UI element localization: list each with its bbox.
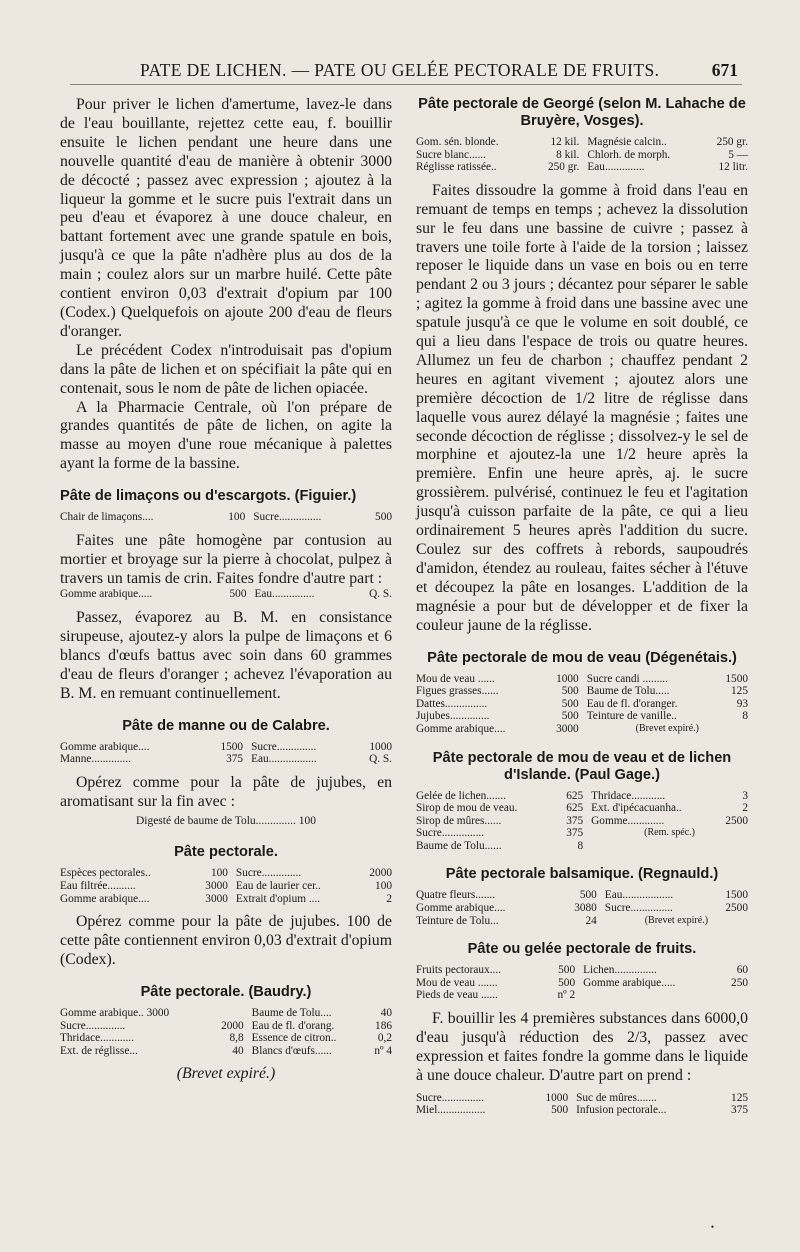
ingredient-name: Ext. de réglisse...	[60, 1044, 138, 1057]
ingredient-qty: 375	[731, 1104, 748, 1117]
ingredient-table	[60, 1007, 392, 1057]
ingredient-qty: 500	[561, 710, 579, 723]
ingredient-row	[416, 723, 748, 736]
ingredient-name: Sucre...............	[416, 1091, 485, 1104]
ingredient-qty: 125	[731, 1091, 748, 1104]
ingredient-qty: 1000	[545, 1091, 569, 1104]
ingredient-qty: 1000	[369, 740, 392, 753]
ingredient-qty: 1500	[725, 889, 748, 902]
section-heading: Pâte ou gelée pectorale de fruits.	[467, 941, 697, 958]
ingredient-qty: 100	[375, 880, 392, 893]
ingredient-name: Gomme arabique.. 3000	[60, 1006, 170, 1019]
ingredient-qty	[722, 989, 748, 1002]
ingredient-qty: 625	[566, 789, 584, 802]
paragraph: Pour priver le lichen d'amertume, lavez-le dans de l'eau bouillante, rejettez cette eau, f. bouillir ensuite le lichen pendant une heure dans une nouvelle quantité d'eau de manière à obtenir 3000 de décocté ; passez avec expression ; ajoutez à la liqueur la gomme et le sucre puis l'extrait dans un peu d'eau et évaporez à une douce chaleur, en battant fortement avec une grande spatule en bois, jusqu'à ce que la pâte n'adhère plus au dos de la main ; coulez alors sur un marbre huilé. Cette pâte contient environ 0,03 d'extrait d'opium par 100 (Codex.) Quelquefois on ajoute 200 d'eau de fleurs d'oranger.	[60, 96, 392, 340]
ingredient-qty: 2500	[725, 814, 748, 827]
ingredient-qty: 2000	[369, 867, 392, 880]
ingredient-name: Magnésie calcin..	[587, 136, 667, 148]
right-column	[416, 96, 748, 1125]
ingredient-qty: 250 gr.	[548, 161, 580, 174]
ingredient-qty: 40	[380, 1006, 392, 1019]
ingredient-row	[416, 964, 748, 977]
ingredient-name: Lichen...............	[583, 964, 657, 977]
ingredient-name: Eau de laurier cer..	[235, 880, 321, 893]
ingredient-qty: 2500	[725, 902, 748, 915]
ingredient-name: Sucre..............	[60, 1019, 126, 1032]
ingredient-qty: 3000	[556, 722, 579, 735]
ingredient-name: Teinture de Tolu...	[416, 914, 499, 927]
ingredient-qty: 500	[229, 588, 247, 601]
ingredient-qty: 93	[736, 697, 748, 710]
ingredient-qty: 8	[577, 839, 584, 852]
ingredient-name: Manne..............	[60, 753, 131, 766]
ingredient-qty: Q. S.	[369, 753, 392, 766]
ingredient-qty: Q. S.	[369, 588, 392, 601]
print-mark: •	[710, 1222, 714, 1232]
ingredient-row	[60, 893, 392, 906]
ingredient-qty: 500	[551, 1104, 569, 1117]
paragraph: Passez, évaporez au B. M. en consistance sirupeuse, ajoutez-y alors la pulpe de limaçons et 6 blancs d'œufs battus avec soin dans 60 grammes d'eau de fleurs d'oranger ; achevez l'évaporation au B. M. en remuant continuellement.	[60, 609, 392, 702]
ingredient-row	[416, 989, 748, 1002]
ingredient-name: (Brevet expiré.)	[635, 722, 699, 734]
ingredient-qty: 60	[736, 964, 748, 977]
ingredient-table	[416, 964, 748, 1002]
ingredient-qty: 24	[585, 914, 597, 927]
ingredient-name: Teinture de vanille..	[586, 710, 677, 723]
ingredient-row	[60, 753, 392, 766]
ingredient-qty	[717, 840, 748, 853]
ingredient-qty: 100	[228, 511, 246, 524]
ingredient-qty: 500	[558, 964, 576, 977]
ingredient-qty: 500	[579, 889, 597, 902]
ingredient-name: Ext. d'ipécacuanha..	[591, 802, 682, 815]
ingredient-name: Sucre..............	[235, 867, 302, 880]
ingredient-row	[60, 511, 392, 524]
ingredient-name: Quatre fleurs.......	[416, 889, 496, 902]
ingredient-name: Sucre candi .........	[586, 672, 668, 685]
ingredient-qty: 0,2	[377, 1032, 392, 1045]
ingredient-qty: 625	[566, 802, 584, 815]
ingredient-name: (Rem. spéc.)	[644, 827, 695, 839]
section-heading: Pâte pectorale de Georgé (selon M. Lahache de Bruyère, Vosges).	[418, 96, 746, 129]
ingredient-name: Sucre blanc......	[416, 148, 486, 161]
ingredient-qty: 3	[742, 789, 748, 802]
ingredient-name: Pieds de veau ......	[416, 989, 498, 1002]
ingredient-name: Eau...............	[254, 588, 315, 601]
ingredient-name: Baume de Tolu......	[416, 839, 502, 852]
ingredient-qty: 2000	[221, 1019, 244, 1032]
ingredient-row	[416, 685, 748, 698]
ingredient-qty: 8	[742, 710, 748, 723]
paragraph: Le précédent Codex n'introduisait pas d'opium dans la pâte de lichen et on spécifiait la pâte qui en contenait, sous le nom de pâte de lichen opiacée.	[60, 341, 392, 397]
section-heading: Pâte pectorale.	[174, 844, 278, 861]
ingredient-name: Baume de Tolu.....	[586, 685, 670, 698]
header-title: PATE DE LICHEN. — PATE OU GELÉE PECTORALE DE FRUITS.	[140, 60, 660, 80]
ingredient-name: Gomme arabique....	[416, 722, 506, 735]
ingredient-qty: 375	[226, 753, 244, 766]
ingredient-name: Mou de veau ......	[416, 672, 495, 685]
ingredient-table	[60, 867, 392, 905]
ingredient-qty: 5 —	[728, 148, 748, 161]
ingredient-row	[416, 1104, 748, 1117]
ingredient-qty: nº 2	[557, 989, 576, 1002]
ingredient-table	[416, 1092, 748, 1117]
ingredient-name: Essence de citron..	[251, 1032, 337, 1045]
ingredient-name	[583, 989, 722, 1002]
ingredient-qty: 12 litr.	[718, 161, 748, 174]
ingredient-row	[416, 915, 748, 928]
ingredient-qty: 3000	[205, 892, 228, 905]
ingredient-name: Chair de limaçons....	[60, 511, 154, 524]
ingredient-row	[60, 1007, 392, 1020]
ingredient-qty: 1000	[556, 672, 579, 685]
ingredient-table	[416, 790, 748, 853]
ingredient-qty: 250 gr.	[716, 136, 748, 148]
ingredient-qty: 1500	[220, 740, 244, 753]
ingredient-row	[416, 827, 748, 840]
ingredient-table	[416, 889, 748, 927]
ingredient-qty: 500	[561, 697, 579, 710]
left-column	[60, 96, 392, 1084]
ingredient-name: Chlorh. de morph.	[587, 148, 671, 161]
ingredient-row	[416, 840, 748, 853]
ingredient-qty: 375	[566, 814, 584, 827]
ingredient-name: Gom. sén. blonde.	[416, 136, 499, 148]
ingredient-name: Miel.................	[416, 1104, 486, 1117]
ingredient-row	[416, 673, 748, 686]
ingredient-name: Eau..................	[604, 889, 674, 902]
ingredient-qty: 125	[731, 685, 748, 698]
ingredient-name: Gomme.............	[591, 814, 665, 827]
ingredient-qty: 186	[375, 1019, 392, 1032]
ingredient-table	[60, 511, 392, 524]
ingredient-qty: 500	[558, 976, 576, 989]
ingredient-name: (Brevet expiré.)	[644, 914, 709, 926]
ingredient-name: Espèces pectorales..	[60, 867, 151, 880]
paragraph: A la Pharmacie Centrale, où l'on prépare de grandes quantités de pâte de lichen, on agite la masse au moyen d'une roue mécanique à palettes ayant la forme de la bassine.	[60, 398, 392, 473]
section-heading: Pâte pectorale balsamique. (Regnauld.)	[445, 866, 719, 883]
ingredient-row	[60, 1032, 392, 1045]
ingredient-name: Mou de veau .......	[416, 976, 498, 989]
ingredient-name: Gomme arabique....	[60, 740, 150, 753]
ingredient-name: Sirop de mûres......	[416, 814, 502, 827]
ingredient-row	[416, 149, 748, 162]
ingredient-qty	[210, 1007, 252, 1020]
section-heading: Pâte pectorale de mou de veau et de lichen d'Islande. (Paul Gage.)	[432, 749, 732, 783]
ingredient-line: Digesté de baume de Tolu.............. 100	[135, 814, 317, 827]
ingredient-name: Infusion pectorale...	[576, 1104, 667, 1117]
ingredient-row	[60, 588, 392, 601]
ingredient-qty: 2	[386, 892, 392, 905]
ingredient-name	[591, 840, 717, 853]
ingredient-name: Sucre...............	[416, 827, 485, 840]
ingredient-row	[60, 741, 392, 754]
ingredient-name: Thridace............	[591, 789, 666, 802]
ingredient-name: Eau de fl. d'orang.	[251, 1019, 335, 1032]
ingredient-name: Gomme arabique....	[416, 902, 506, 915]
ingredient-name: Sucre...............	[253, 511, 322, 524]
ingredient-name: Thridace............	[60, 1032, 135, 1045]
ingredient-name: Gelée de lichen.......	[416, 789, 507, 802]
ingredient-name: Eau.................	[251, 753, 317, 766]
paragraph: Opérez comme pour la pâte de jujubes, en aromatisant sur la fin avec :	[60, 773, 392, 810]
running-header	[70, 60, 742, 85]
ingredient-row	[60, 1020, 392, 1033]
ingredient-row	[416, 815, 748, 828]
ingredient-row	[416, 161, 748, 174]
ingredient-name: Réglisse ratissée..	[416, 161, 497, 174]
ingredient-row	[416, 977, 748, 990]
ingredient-qty: 3000	[205, 880, 228, 893]
section-heading: Pâte de manne ou de Calabre.	[122, 717, 330, 734]
ingredient-qty: 8 kil.	[556, 148, 580, 161]
ingredient-table	[416, 673, 748, 736]
ingredient-table	[60, 588, 392, 601]
ingredient-qty: 250	[731, 976, 748, 989]
page-number: 671	[711, 60, 738, 80]
ingredient-row	[416, 902, 748, 915]
ingredient-qty: 1500	[725, 672, 748, 685]
ingredient-table	[416, 136, 748, 174]
ingredient-name: Figues grasses......	[416, 685, 499, 698]
patent-note: (Brevet expiré.)	[176, 1065, 276, 1083]
ingredient-qty: 375	[566, 827, 584, 840]
section-heading: Pâte pectorale de mou de veau (Dégenétais.)	[427, 649, 737, 666]
ingredient-row	[60, 1045, 392, 1058]
ingredient-row	[416, 802, 748, 815]
paragraph: Faites dissoudre la gomme à froid dans l'eau en remuant de temps en temps ; achevez la dissolution sur le feu dans une bassine de cuivre ; passez à travers une toile forte à l'aide de la torsion ; laissez reposer le liquide dans un vase en bois ou en terre pendant 2 ou 3 jours ; décantez pour séparer le sable ; agitez la gomme à froid dans une bassine avec une spatule jusqu'à ce que le volume en soit doublé, ce qui a lieu dans l'espace de trois ou quatre heures. Allumez un feu de charbon ; chauffez pendant 2 heures en agitant vivement ; ajoutez alors une première décoction de 1/2 litre de réglisse dans laquelle vous aurez délayé la magnésie ; faites une seconde décoction de réglisse ; dissolvez-y le sel de morphine et ajoutez-la une 1/2 heure après la première. Enfin une heure après, aj. le sucre grossièrem. pulvérisé, continuez le feu et l'agitation jusqu'à cuisson parfaite de la pâte, ce qui a lieu ordinairement 5 heures après l'addition du sucre. Coulez sur des coffrets à rebords, saupoudrés d'amidon, étendez au rouleau, faites sécher à l'étuve et découpez la pâte en losanges. L'addition de la magnésie a pour but de développer et de fixer la couleur jaune de la réglisse.	[416, 181, 748, 634]
ingredient-name: Gomme arabique.....	[583, 976, 676, 989]
ingredient-name: Fruits pectoraux....	[416, 964, 502, 977]
ingredient-name: Sucre...............	[604, 902, 673, 915]
ingredient-row	[416, 889, 748, 902]
ingredient-row	[416, 790, 748, 803]
ingredient-name: Gomme arabique....	[60, 892, 150, 905]
ingredient-qty: 12 kil.	[550, 136, 580, 148]
ingredient-row	[60, 867, 392, 880]
ingredient-name: Suc de mûres.......	[576, 1091, 657, 1104]
ingredient-qty: 100	[210, 867, 228, 880]
ingredient-name: Eau de fl. d'oranger.	[586, 697, 678, 710]
ingredient-name: Blancs d'œufs......	[251, 1044, 332, 1057]
ingredient-qty: 3080	[574, 902, 597, 915]
ingredient-row	[416, 1092, 748, 1105]
ingredient-qty: nº 4	[374, 1044, 392, 1057]
paragraph: Opérez comme pour la pâte de jujubes. 100 de cette pâte contiennent environ 0,03 d'extrait d'opium (Codex).	[60, 913, 392, 969]
ingredient-name: Eau filtrée..........	[60, 880, 136, 893]
ingredient-row	[60, 880, 392, 893]
ingredient-name: Sucre..............	[251, 740, 317, 753]
ingredient-table	[60, 741, 392, 766]
section-heading: Pâte pectorale. (Baudry.)	[140, 983, 312, 1000]
ingredient-row	[416, 698, 748, 711]
ingredient-name: Eau..............	[587, 161, 645, 174]
ingredient-name: Baume de Tolu....	[251, 1006, 332, 1019]
section-heading: Pâte de limaçons ou d'escargots. (Figuier.)	[60, 488, 357, 505]
ingredient-name: Gomme arabique.....	[60, 588, 153, 601]
ingredient-qty: 2	[742, 802, 748, 815]
ingredient-name: Extrait d'opium ....	[235, 892, 321, 905]
paragraph: F. bouillir les 4 premières substances dans 6000,0 d'eau jusqu'à réduction des 2/3, passez avec expression et faites fondre la gomme dans le liquide à une douce chaleur. D'autre part on prend :	[416, 1010, 748, 1084]
ingredient-qty: 500	[561, 685, 579, 698]
paragraph: Faites une pâte homogène par contusion au mortier et broyage sur la pierre à chocolat, pulpez à travers un tamis de crin. Faites fondre d'autre part :	[60, 531, 392, 587]
ingredient-qty: 500	[375, 511, 392, 524]
ingredient-qty: 40	[232, 1044, 244, 1057]
ingredient-qty: 8,8	[229, 1032, 244, 1045]
ingredient-name: Dattes...............	[416, 697, 488, 710]
ingredient-name: Sirop de mou de veau.	[416, 802, 518, 815]
ingredient-row	[416, 136, 748, 149]
ingredient-name: Jujubes..............	[416, 710, 490, 723]
ingredient-row	[416, 710, 748, 723]
